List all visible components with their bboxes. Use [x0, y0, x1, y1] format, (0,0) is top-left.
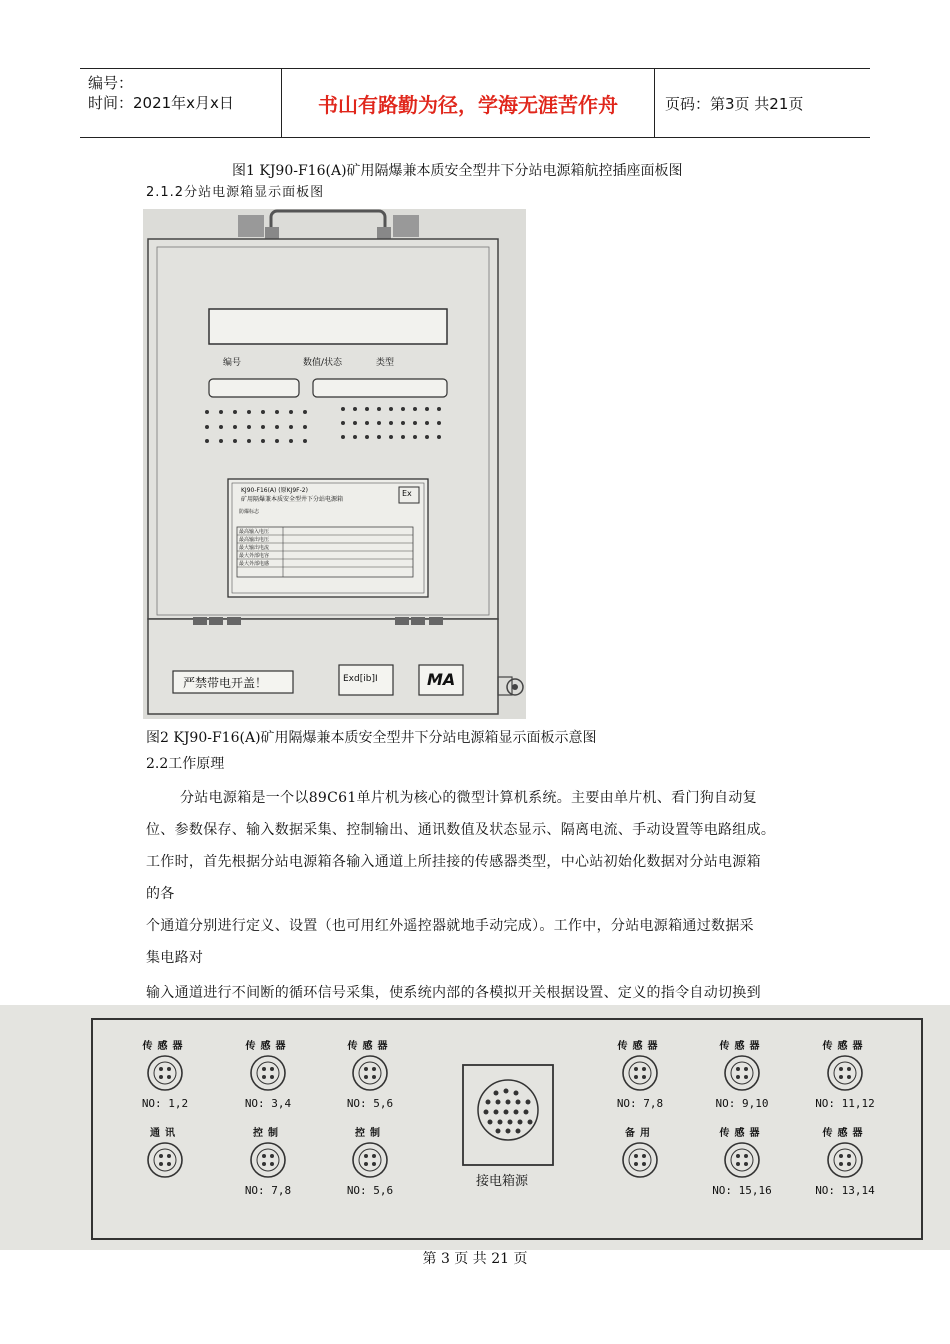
connector-label: 控制: [253, 1128, 283, 1139]
fig1-caption: 图1 KJ90-F16(A)矿用隔爆兼本质安全型井下分站电源箱航控插座面板图: [232, 163, 683, 179]
connector-socket-icon: [350, 1053, 390, 1093]
connector-number: NO: 13,14: [815, 1184, 875, 1197]
sensor-connector: [590, 1037, 690, 1137]
header-page-info: 页码：第3页 共21页: [665, 94, 804, 113]
nameplate-model: KJ90-F16(A) (原KJ9F-2): [241, 487, 308, 494]
connector-socket-icon: [248, 1053, 288, 1093]
paragraph-line-4: 的各: [146, 886, 175, 902]
connector-socket-icon: [145, 1053, 185, 1093]
time-label: 时间：2021年x月x日: [88, 94, 234, 112]
lower-connector: [590, 1124, 690, 1224]
connector-socket-icon: [722, 1053, 762, 1093]
connector-number: NO: 15,16: [712, 1184, 772, 1197]
connector-label: 传感器: [822, 1128, 868, 1139]
connector-socket-icon: [248, 1140, 288, 1180]
paragraph-line-1: 分站电源箱是一个以89C61单片机为核心的微型计算机系统。主要由单片机、看门狗自动复: [180, 790, 757, 806]
nameplate-row-2: 最高输出电压: [239, 537, 270, 543]
sensor-connector: [795, 1037, 895, 1137]
connector-label: 传感器: [822, 1041, 868, 1052]
paragraph-line-7: 输入通道进行不间断的循环信号采集，使系统内部的各模拟开关根据设置、定义的指令自动切换到: [146, 985, 761, 1001]
header-motto: 书山有路勤为径，学海无涯苦作舟: [282, 69, 655, 137]
paragraph-line-2: 位、参数保存、输入数据采集、控制输出、通讯数值及状态显示、隔离电流、手动设置等电路组成。: [146, 822, 776, 838]
lower-connector: [320, 1124, 420, 1224]
lower-connector: [115, 1124, 215, 1224]
ma-certification-mark: MA: [427, 670, 456, 689]
connector-socket-icon: [825, 1140, 865, 1180]
section-heading-2-1-2: 2.1.2分站电源箱显示面板图: [146, 185, 325, 200]
paragraph-line-6: 集电路对: [146, 950, 204, 966]
connector-socket-icon: [620, 1053, 660, 1093]
panel-label-value-status: 数值/状态: [303, 358, 343, 368]
nameplate-row-1: 最高输入电压: [239, 529, 270, 535]
connector-label: 传感器: [719, 1128, 765, 1139]
fig2-caption: 图2 KJ90-F16(A)矿用隔爆兼本质安全型井下分站电源箱显示面板示意图: [146, 730, 597, 746]
nameplate-row-5: 最大外部电感: [239, 561, 270, 567]
paragraph-line-3: 工作时，首先根据分站电源箱各输入通道上所挂接的传感器类型，中心站初始化数据对分站电源箱: [146, 854, 761, 870]
paragraph-line-5: 个通道分别进行定义、设置（也可用红外遥控器就地手动完成）。工作中，分站电源箱通过数据采: [146, 918, 754, 934]
panel-label-type: 类型: [376, 358, 395, 368]
connector-number: NO: 1,2: [141, 1097, 189, 1110]
section-heading-2-2: 2.2工作原理: [146, 756, 225, 772]
sensor-connector: [320, 1037, 420, 1137]
connector-label: 传感器: [142, 1041, 188, 1052]
nameplate-row-3: 最大输出电流: [239, 545, 270, 551]
serial-label: 编号：: [88, 74, 134, 92]
ex-certification-mark: Exd[ib]I: [343, 674, 378, 684]
connector-socket-icon: [350, 1140, 390, 1180]
connector-label: 传感器: [245, 1041, 291, 1052]
figure-2-display-panel: [143, 209, 526, 719]
header-meta: [80, 69, 282, 137]
connector-number: NO: 11,12: [815, 1097, 875, 1110]
figure-connector-panel: [0, 1005, 950, 1250]
connector-label: 传感器: [719, 1041, 765, 1052]
display-panel-drawing: [143, 209, 526, 719]
sensor-connector: [115, 1037, 215, 1137]
connector-label: 传感器: [617, 1041, 663, 1052]
connector-socket-icon: [145, 1140, 185, 1180]
page-footer: 第 3 页 共 21 页: [422, 1251, 528, 1267]
connector-number: NO: 9,10: [715, 1097, 769, 1110]
nameplate-row-4: 最大外部电容: [239, 553, 270, 559]
nameplate-row-0: 防爆标志: [239, 509, 260, 515]
sensor-connector: [218, 1037, 318, 1137]
nameplate-title: 矿用隔爆兼本质安全型井下分站电源箱: [241, 496, 344, 503]
power-connector-label: 接电箱源: [476, 1174, 529, 1189]
connector-label: 控制: [355, 1128, 385, 1139]
connector-label: 通讯: [150, 1128, 180, 1139]
connector-number: NO: 7,8: [244, 1184, 292, 1197]
panel-label-number: 编号: [223, 358, 242, 368]
connector-socket-icon: [722, 1140, 762, 1180]
nameplate-ex-mark: Ex: [402, 489, 412, 498]
lower-connector: [218, 1124, 318, 1224]
connector-socket-icon: [825, 1053, 865, 1093]
lower-connector: [692, 1124, 792, 1224]
connector-number: NO: 5,6: [346, 1184, 394, 1197]
connector-label: 备用: [625, 1128, 655, 1139]
lower-connector: [795, 1124, 895, 1224]
connector-label: 传感器: [347, 1041, 393, 1052]
connector-number: NO: 5,6: [346, 1097, 394, 1110]
sensor-connector: [692, 1037, 792, 1137]
connector-number: NO: 7,8: [616, 1097, 664, 1110]
connector-number: NO: 3,4: [244, 1097, 292, 1110]
warning-label: 严禁带电开盖！: [183, 676, 268, 690]
page-header: [80, 68, 870, 138]
connector-socket-icon: [620, 1140, 660, 1180]
